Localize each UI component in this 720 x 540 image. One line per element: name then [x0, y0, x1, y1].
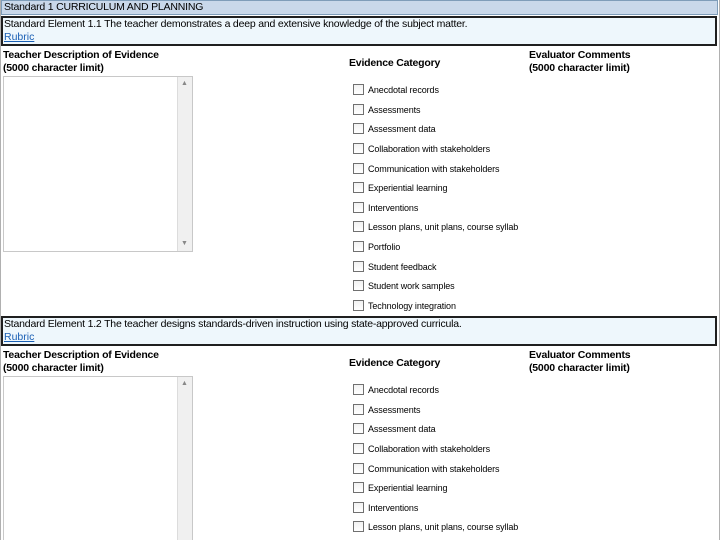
category-checkbox[interactable]	[353, 482, 364, 493]
category-label: Portfolio	[368, 242, 401, 253]
category-label: Collaboration with stakeholders	[368, 444, 490, 455]
teacher-description-textarea[interactable]	[3, 376, 193, 540]
category-label: Assessments	[368, 404, 421, 415]
teacher-heading-line1: Teacher Description of Evidence	[3, 49, 159, 61]
evidence-category-heading: Evidence Category	[349, 357, 441, 369]
teacher-description-heading	[3, 349, 159, 375]
standard-title: Standard 1 CURRICULUM AND PLANNING	[4, 1, 204, 13]
category-item[interactable]	[353, 217, 518, 237]
rubric-link[interactable]: Rubric	[4, 331, 35, 343]
category-checkbox[interactable]	[353, 502, 364, 513]
category-checkbox[interactable]	[353, 521, 364, 532]
category-item[interactable]	[353, 498, 518, 518]
evidence-category-heading: Evidence Category	[349, 57, 441, 69]
category-checkbox[interactable]	[353, 404, 364, 415]
category-checkbox[interactable]	[353, 300, 364, 311]
category-label: Communication with stakeholders	[368, 463, 500, 474]
rubric-link[interactable]: Rubric	[4, 31, 35, 43]
evaluator-heading-line1: Evaluator Comments	[529, 349, 631, 361]
category-label: Lesson plans, unit plans, course syllab	[368, 522, 519, 533]
evaluator-heading-line2: (5000 character limit)	[529, 362, 630, 374]
teacher-heading-line1: Teacher Description of Evidence	[3, 349, 159, 361]
category-item[interactable]	[353, 100, 518, 120]
category-label: Anecdotal records	[368, 385, 439, 396]
category-label: Lesson plans, unit plans, course syllab	[368, 222, 519, 233]
scroll-up-icon[interactable]: ▲	[181, 380, 188, 387]
category-checkbox[interactable]	[353, 123, 364, 134]
category-label: Student work samples	[368, 281, 455, 292]
category-checkbox[interactable]	[353, 84, 364, 95]
category-label: Assessment data	[368, 124, 436, 135]
category-item[interactable]	[353, 517, 518, 537]
category-checkbox[interactable]	[353, 202, 364, 213]
category-checkbox[interactable]	[353, 280, 364, 291]
category-item[interactable]	[353, 80, 518, 100]
element-title: Standard Element 1.2 The teacher designs standards-driven instruction using state-approved curricula.	[4, 318, 462, 330]
category-label: Interventions	[368, 202, 419, 213]
scroll-down-icon[interactable]: ▼	[181, 240, 188, 247]
category-label: Interventions	[368, 502, 419, 513]
category-checkbox[interactable]	[353, 182, 364, 193]
evaluator-heading-line1: Evaluator Comments	[529, 49, 631, 61]
teacher-heading-line2: (5000 character limit)	[3, 62, 104, 74]
category-checkbox[interactable]	[353, 143, 364, 154]
category-checkbox[interactable]	[353, 241, 364, 252]
scroll-up-icon[interactable]: ▲	[181, 80, 188, 87]
standard-element-1-2	[1, 316, 717, 346]
category-item[interactable]	[353, 198, 518, 218]
category-checkbox[interactable]	[353, 261, 364, 272]
textarea-scrollbar[interactable]	[177, 377, 192, 540]
category-item[interactable]	[353, 400, 518, 420]
category-label: Technology integration	[368, 300, 456, 311]
evaluator-heading-line2: (5000 character limit)	[529, 62, 630, 74]
category-checkbox[interactable]	[353, 423, 364, 434]
category-item[interactable]	[353, 237, 518, 257]
category-checkbox[interactable]	[353, 163, 364, 174]
category-label: Experiential learning	[368, 183, 448, 194]
evidence-category-list	[353, 380, 518, 537]
category-checkbox[interactable]	[353, 221, 364, 232]
category-item[interactable]	[353, 178, 518, 198]
element-title: Standard Element 1.1 The teacher demonstrates a deep and extensive knowledge of the subject matter.	[4, 18, 468, 30]
teacher-heading-line2: (5000 character limit)	[3, 362, 104, 374]
evidence-category-list	[353, 80, 518, 315]
category-label: Assessments	[368, 104, 421, 115]
category-item[interactable]	[353, 256, 518, 276]
category-label: Assessment data	[368, 424, 436, 435]
category-label: Student feedback	[368, 261, 437, 272]
teacher-description-heading	[3, 49, 159, 75]
category-item[interactable]	[353, 276, 518, 296]
category-item[interactable]	[353, 296, 518, 316]
category-item[interactable]	[353, 458, 518, 478]
category-label: Anecdotal records	[368, 85, 439, 96]
teacher-description-textarea[interactable]	[3, 76, 193, 252]
category-checkbox[interactable]	[353, 463, 364, 474]
category-checkbox[interactable]	[353, 384, 364, 395]
evaluator-comments-heading	[529, 49, 630, 75]
category-checkbox[interactable]	[353, 104, 364, 115]
evaluator-comments-heading	[529, 349, 630, 375]
standard-header	[1, 0, 718, 15]
category-item[interactable]	[353, 419, 518, 439]
category-item[interactable]	[353, 439, 518, 459]
category-label: Communication with stakeholders	[368, 163, 500, 174]
category-item[interactable]	[353, 139, 518, 159]
category-checkbox[interactable]	[353, 443, 364, 454]
category-label: Experiential learning	[368, 483, 448, 494]
standard-element-1-1	[1, 16, 717, 46]
category-item[interactable]	[353, 478, 518, 498]
textarea-scrollbar[interactable]	[177, 77, 192, 251]
category-item[interactable]	[353, 380, 518, 400]
category-item[interactable]	[353, 119, 518, 139]
category-item[interactable]	[353, 158, 518, 178]
category-label: Collaboration with stakeholders	[368, 144, 490, 155]
